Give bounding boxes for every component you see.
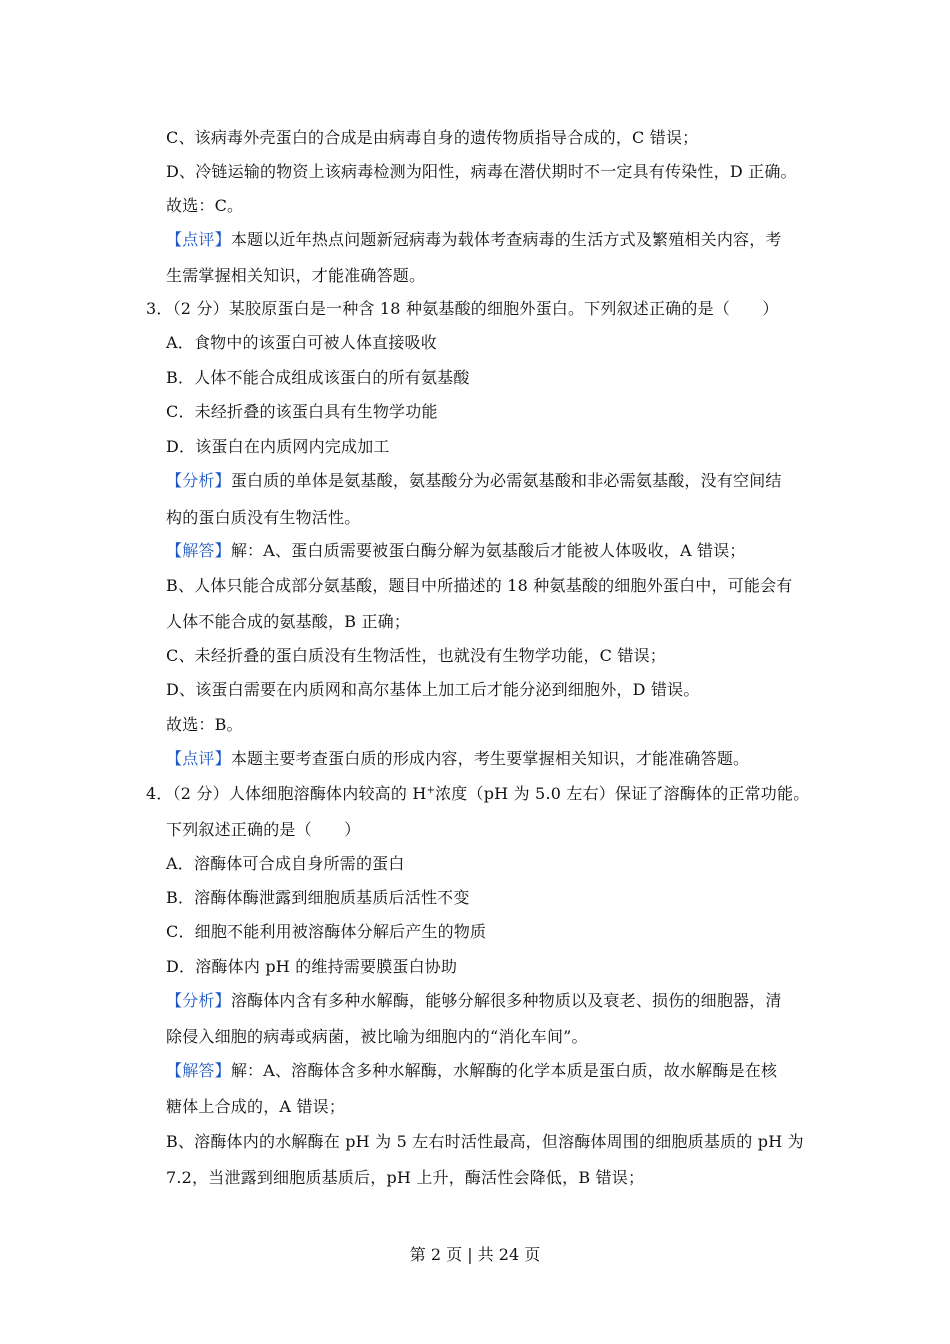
text-line: B、溶酶体内的水解酶在 pH 为 5 左右时活性最高，但溶酶体周围的细胞质基质的 pH 为 bbox=[166, 1132, 804, 1151]
answer-text: 解：A、溶酶体含多种水解酶，水解酶的化学本质是蛋白质，故水解酶是在核 bbox=[230, 1061, 778, 1080]
page-footer: 第 2 页 | 共 24 页 bbox=[409, 1245, 541, 1264]
analysis-text: 溶酶体内含有多种水解酶，能够分解很多种物质以及衰老、损伤的细胞器，清 bbox=[230, 991, 782, 1010]
text-line: C、未经折叠的蛋白质没有生物活性，也就没有生物学功能，C 错误； bbox=[166, 646, 666, 665]
question-3-stem: 3．（2 分）某胶原蛋白是一种含 18 种氨基酸的细胞外蛋白。下列叙述正确的是（ ） bbox=[146, 299, 779, 318]
option-a: A．溶酶体可合成自身所需的蛋白 bbox=[166, 854, 405, 873]
option-b: B．溶酶体酶泄露到细胞质基质后活性不变 bbox=[166, 888, 470, 907]
option-d: D．该蛋白在内质网内完成加工 bbox=[166, 437, 390, 456]
text-line: 故选：C。 bbox=[166, 196, 244, 215]
text-line: 糖体上合成的，A 错误； bbox=[166, 1097, 346, 1116]
text-line: D、该蛋白需要在内质网和高尔基体上加工后才能分泌到细胞外，D 错误。 bbox=[166, 680, 700, 699]
answer-line bbox=[166, 540, 950, 562]
analysis-tag: 【分析】 bbox=[166, 471, 231, 490]
comment-line bbox=[166, 229, 950, 251]
option-c: C．细胞不能利用被溶酶体分解后产生的物质 bbox=[166, 922, 487, 941]
text-line: B、人体只能合成部分氨基酸，题目中所描述的 18 种氨基酸的细胞外蛋白中，可能会有 bbox=[166, 576, 793, 595]
comment-text: 本题以近年热点问题新冠病毒为载体考查病毒的生活方式及繁殖相关内容，考 bbox=[230, 230, 782, 249]
answer-tag: 【解答】 bbox=[166, 541, 231, 560]
stem-text: 浓度（pH 为 5.0 左右）保证了溶酶体的正常功能。 bbox=[435, 784, 810, 803]
answer-tag: 【解答】 bbox=[166, 1061, 231, 1080]
comment-tag: 【点评】 bbox=[166, 749, 231, 768]
answer-text: 解：A、蛋白质需要被蛋白酶分解为氨基酸后才能被人体吸收，A 错误； bbox=[230, 541, 746, 560]
superscript: + bbox=[426, 785, 436, 796]
text-line: 7.2，当泄露到细胞质基质后，pH 上升，酶活性会降低，B 错误； bbox=[166, 1168, 645, 1187]
text-line: D、冷链运输的物资上该病毒检测为阳性，病毒在潜伏期时不一定具有传染性，D 正确。 bbox=[166, 162, 797, 181]
analysis-line bbox=[166, 470, 950, 492]
analysis-line bbox=[166, 990, 950, 1012]
comment-line bbox=[166, 748, 950, 770]
option-a: A．食物中的该蛋白可被人体直接吸收 bbox=[166, 333, 437, 352]
text-line: 除侵入细胞的病毒或病菌，被比喻为细胞内的“消化车间”。 bbox=[166, 1027, 588, 1046]
analysis-tag: 【分析】 bbox=[166, 991, 231, 1010]
comment-tag: 【点评】 bbox=[166, 230, 231, 249]
text-line: 故选：B。 bbox=[166, 715, 243, 734]
question-4-stem bbox=[146, 783, 950, 805]
comment-text: 本题主要考查蛋白质的形成内容，考生要掌握相关知识，才能准确答题。 bbox=[230, 749, 750, 768]
text-line: 构的蛋白质没有生物活性。 bbox=[166, 508, 361, 527]
text-line: 生需掌握相关知识，才能准确答题。 bbox=[166, 266, 426, 285]
analysis-text: 蛋白质的单体是氨基酸，氨基酸分为必需氨基酸和非必需氨基酸，没有空间结 bbox=[230, 471, 782, 490]
text-line: 下列叙述正确的是（ ） bbox=[166, 820, 361, 839]
answer-line bbox=[166, 1060, 950, 1082]
text-line: 人体不能合成的氨基酸，B 正确； bbox=[166, 612, 411, 631]
text-line: C、该病毒外壳蛋白的合成是由病毒自身的遗传物质指导合成的，C 错误； bbox=[166, 128, 699, 147]
option-b: B．人体不能合成组成该蛋白的所有氨基酸 bbox=[166, 368, 470, 387]
option-d: D．溶酶体内 pH 的维持需要膜蛋白协助 bbox=[166, 957, 458, 976]
option-c: C．未经折叠的该蛋白具有生物学功能 bbox=[166, 402, 438, 421]
stem-text: 4．（2 分）人体细胞溶酶体内较高的 H bbox=[146, 784, 427, 803]
